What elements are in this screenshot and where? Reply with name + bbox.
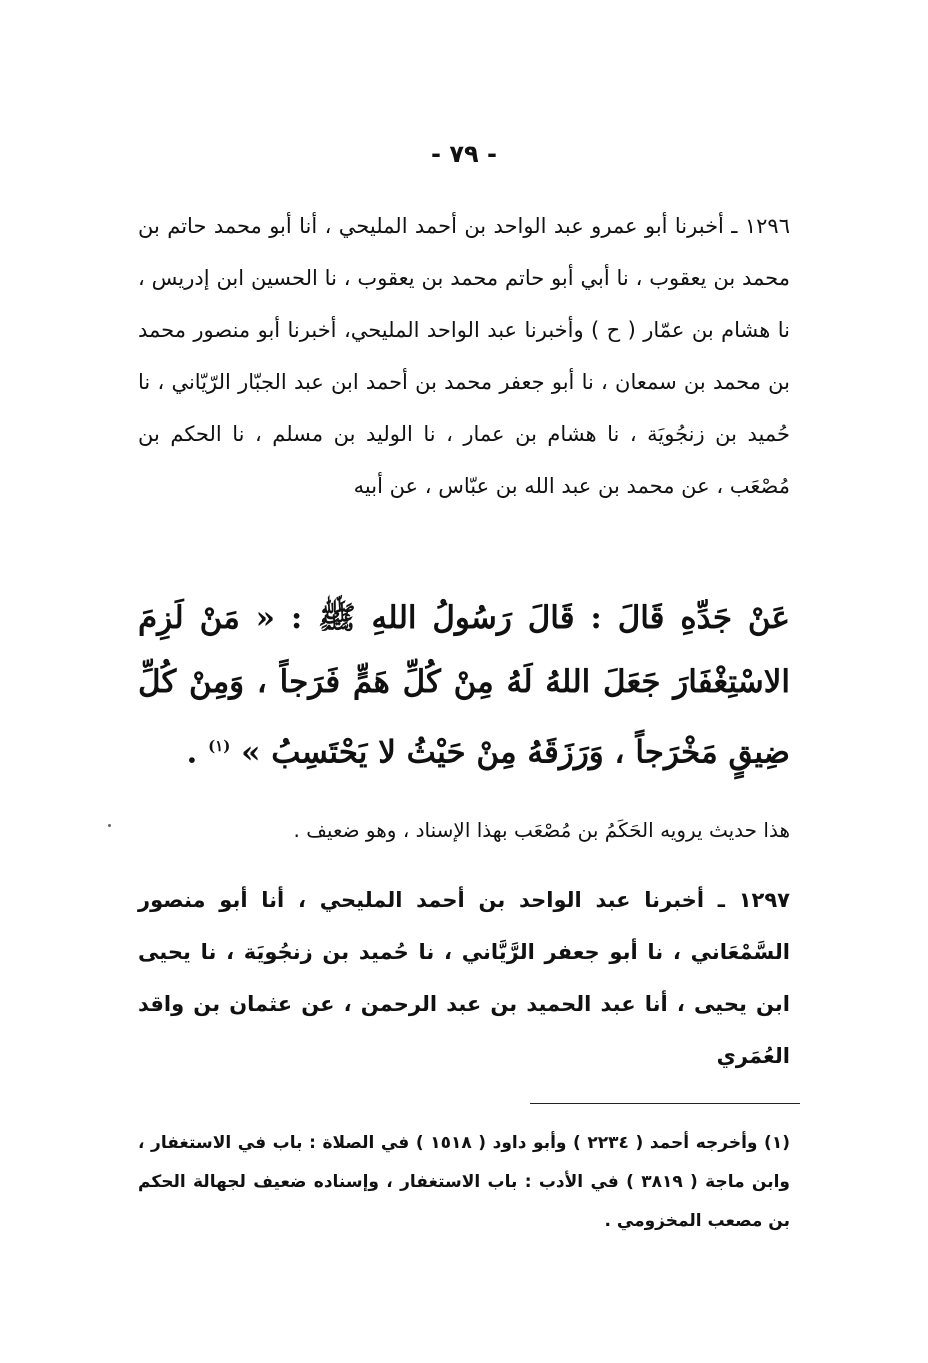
page-number: - ٧٩ - [431,140,497,168]
hadith-isnad-text: ـ أخبرنا عبد الواحد بن أحمد المليحي ، أنا أبو منصور السَّمْعَاني ، نا أبو جعفر الرَّيَّاني ، نا حُميد بن زنجُويَة ، نا يحيى ابن يحيى ، أنا عبد الحميد بن عبد الرحمن ، عن عثمان بن واقد العُمَري [138,888,790,1068]
hadith-isnad-text: ـ أخبرنا أبو عمرو عبد الواحد بن أحمد المليحي ، أنا أبو محمد حاتم بن محمد بن يعقوب ، نا أبي أبو حاتم محمد بن يعقوب ، نا الحسين ابن إدريس ، نا هشام بن عمّار ( ح ) وأخبرنا عبد الواحد المليحي، أخبرنا أبو منصور محمد بن محمد بن سمعان ، نا أبو جعفر محمد بن أحمد ابن عبد الجبّار الرّيّاني ، نا حُميد بن زنجُويَة ، نا هشام بن عمار ، نا الوليد بن مسلم ، نا الحكم بن مُصْعَب ، عن محمد بن عبد الله بن عبّاس ، عن أبيه [138,214,790,498]
hadith-1297-isnad-paragraph [138,874,790,1082]
grading-note: هذا حديث يرويه الحَكَمُ بن مُصْعَب بهذا الإسناد ، وهو ضعيف . [293,818,790,842]
footnote: (١) وأخرجه أحمد ( ٢٢٣٤ ) وأبو داود ( ١٥١٨ ) في الصلاة : باب في الاستغفار ، وابن ماجة ( ٣٨١٩ ) في الأدب : باب الاستغفار ، وإسناده ضعيف لجهالة الحكم بن مصعب المخزومي . [138,1133,790,1231]
hadith-matn-text: عَنْ جَدِّهِ قَالَ : قَالَ رَسُولُ اللهِ ﷺ : « مَنْ لَزِمَ الاسْتِغْفَارَ جَعَلَ اللهُ لَهُ مِنْ كُلِّ هَمٍّ فَرَجاً ، وَمِنْ كُلِّ ضِيقٍ مَخْرَجاً ، وَرَزَقَهُ مِنْ حَيْثُ لا يَحْتَسِبُ » [138,600,790,771]
matn-end-mark: . [186,734,198,771]
stray-print-dot [108,824,111,827]
footnote-reference: (١) [208,737,231,755]
footnote-divider [530,1103,800,1104]
hadith-number: ١٢٩٦ [744,214,790,238]
hadith-1296-isnad-paragraph [138,200,790,512]
hadith-number: ١٢٩٧ [738,888,790,912]
hadith-1296-matn-paragraph [138,586,790,784]
